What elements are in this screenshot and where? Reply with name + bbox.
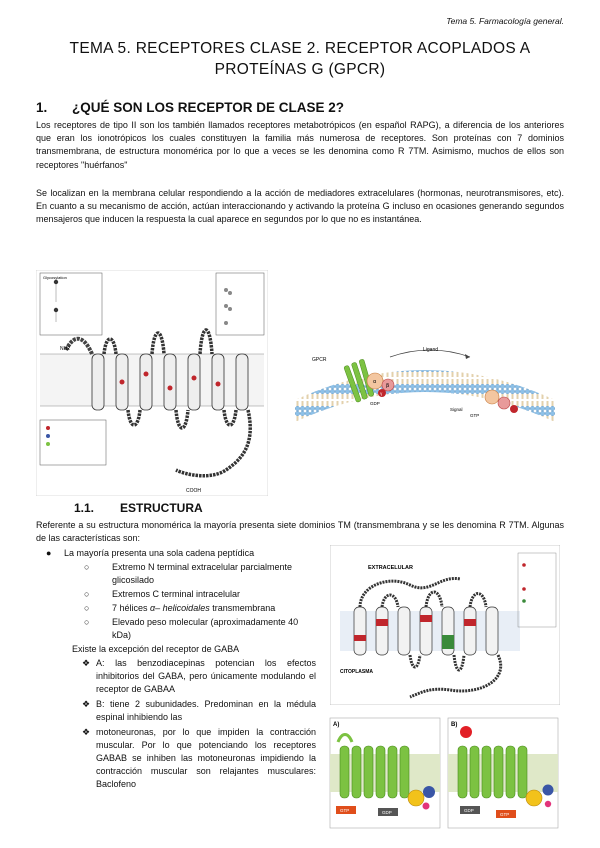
section-1-title: ¿QUÉ SON LOS RECEPTOR DE CLASE 2?	[72, 100, 345, 115]
label-gamma: γ	[380, 391, 383, 396]
header-note: Tema 5. Farmacología general.	[446, 16, 564, 26]
label-gtp: GTP	[470, 413, 480, 418]
page-title	[40, 38, 560, 80]
sub-bullet-3-text	[112, 602, 316, 615]
label-alpha: α	[373, 379, 377, 385]
section-1-1-heading	[74, 501, 203, 515]
label-signal: Signal	[450, 407, 463, 412]
gpcr-snake-plot-figure	[36, 270, 268, 496]
gpcr-structure-figure	[330, 545, 560, 705]
diamond-bullet-1	[82, 657, 316, 696]
sub-bullet-3	[84, 602, 316, 615]
diamond-icon: ❖	[82, 727, 91, 737]
section-1-1-number: 1.1.	[74, 501, 95, 515]
panel-b-label: B)	[451, 722, 458, 728]
helix-5	[188, 354, 200, 410]
ligand-icon	[460, 726, 472, 738]
panel-b-gdp: GDP	[464, 808, 474, 813]
label-gpcr: GPCR	[312, 357, 327, 363]
label-beta: β	[386, 383, 390, 389]
g-protein-activation-figure	[290, 345, 560, 435]
helix-4	[164, 354, 176, 410]
helix-3	[140, 354, 152, 410]
panel-a-label: A)	[333, 722, 340, 728]
gaba-receptor-panels-figure	[326, 712, 562, 832]
title-line-1: TEMA 5. RECEPTORES CLASE 2. RECEPTOR ACOPLADOS A	[69, 40, 531, 57]
sub-bullet-3-suffix: transmembrana	[209, 603, 276, 613]
title-line-2: PROTEÍNAS G (GPCR)	[214, 61, 386, 78]
bullet-main-text: La mayoría presenta una sola cadena peptídica	[64, 548, 255, 558]
label-ligand: Ligand	[423, 347, 439, 353]
label-gdp: GDP	[370, 401, 380, 406]
panel-a-gdp: GDP	[382, 810, 392, 815]
section-1-paragraph-2: Se localizan en la membrana celular respondiendo a la acción de mediadores extracelulares (hormonas, neurotransmisores, etc). En cuanto a su mecanismo de acción, actúan interaccionando y activando la proteína G incluso en ocasiones generando segundos mensajeros que inducen la respuesta la cual aparece en segundos por lo que no es instantánea.	[36, 188, 564, 225]
label-extracelular: EXTRACELULAR	[368, 565, 413, 571]
section-1-number: 1.	[36, 100, 48, 115]
sub-bullet-circle: ○	[84, 603, 90, 613]
sub-bullet-circle: ○	[84, 562, 90, 572]
sub-bullet-circle: ○	[84, 589, 90, 599]
legend-glycosylation: Glycosylation	[43, 275, 67, 280]
section-1-paragraph-1: Los receptores de tipo II son los también llamados receptores metabotrópicos (en español RAPG), a diferencia de los anteriores que eran los ionotrópicos los cuales constituyen la familia más numerosa de receptores. Son proteínas con 7 dominios transmembrana, de estructura monomérica por lo que a veces se les denomina como R 7TM. Asimismo, muchos de ellos son receptores "huérfanos"	[36, 120, 564, 170]
sub-bullet-4-text: Elevado peso molecular (aproximadamente 40 kDa)	[112, 617, 299, 640]
cell-membrane	[295, 370, 555, 422]
sub-bullet-1-text: Extremo N terminal extracelular parcialmente glicosilado	[112, 562, 293, 585]
bullet-dot: ●	[46, 548, 52, 558]
diamond-bullet-3	[82, 726, 316, 791]
diamond-bullet-2	[82, 698, 316, 724]
bullet-main	[46, 547, 316, 560]
sub-bullet-2	[84, 588, 316, 601]
sub-bullet-3-prefix: 7 hélices	[112, 603, 151, 613]
section-1-heading	[36, 100, 344, 115]
diamond-bullet-2-text: B: tiene 2 subunidades. Predominan en la médula espinal inhibiendo las	[96, 699, 316, 722]
diamond-icon: ❖	[82, 658, 91, 668]
sub-bullet-2-text: Extremos C terminal intracelular	[112, 589, 241, 599]
label-citoplasma: CITOPLASMA	[340, 669, 373, 675]
sub-bullet-3-emphasis: α– helicoidales	[150, 603, 210, 613]
sub-bullet-1	[84, 561, 316, 587]
label-cooh: COOH	[186, 488, 201, 494]
panel-b-gtp: GTP	[500, 812, 510, 817]
panel-a-gtp: GTP	[340, 808, 350, 813]
diamond-icon: ❖	[82, 699, 91, 709]
sub-bullet-circle: ○	[84, 617, 90, 627]
section-1-1-intro: Referente a su estructura monomérica la mayoría presenta siete dominios TM (transmembrana y se les denomina R 7TM. Algunas de las características son:	[36, 520, 564, 544]
diamond-bullet-1-text: A: las benzodiacepinas potencian los efectos inhibitorios del GABA, pero únicamente modulando el receptor de GABAA	[96, 658, 316, 694]
helix-1	[92, 354, 104, 410]
section-1-1-title: ESTRUCTURA	[120, 501, 203, 515]
sub-bullet-4	[84, 616, 316, 642]
label-nh2: NH2	[60, 346, 71, 352]
exception-line: Existe la excepción del receptor de GABA	[72, 644, 240, 654]
diamond-bullet-3-text: motoneuronas, por lo que impiden la contracción muscular. Por lo que potenciando los receptores GABAB se inhiben las motoneuronas impidiendo la contracción muscular son relajantes musculares: Baclofeno	[96, 727, 316, 789]
helix-7	[236, 354, 248, 410]
